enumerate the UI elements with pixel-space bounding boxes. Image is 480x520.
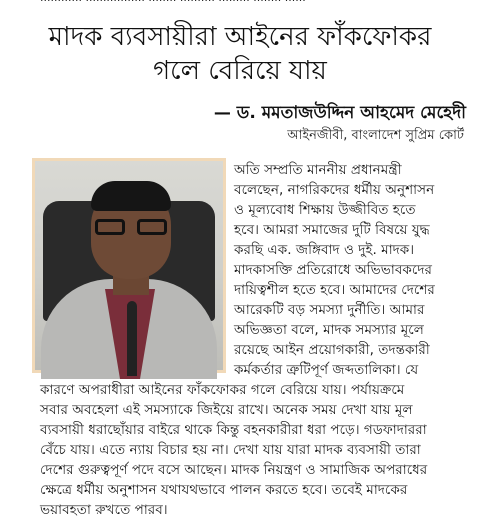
- article-line: আরেকটি বড় সমস্যা দুর্নীতি। আমার: [234, 302, 425, 318]
- article-line: ব্যবসায়ী ধরাছোঁয়ার বাইরে থাকে কিন্তু বহনকারীরা ধরা পড়ে। গডফাদাররা: [40, 422, 427, 438]
- article-line: বেঁচে যায়। এতে ন্যায় বিচার হয় না। দেখা যায় যারা মাদক ব্যবসায়ী তারা: [40, 442, 421, 458]
- article-line: ভয়াবহতা রুখতে পারব।: [40, 502, 168, 518]
- author-photo: [32, 158, 226, 373]
- article-line: দায়িত্বশীল হতে হবে। আমাদের দেশের: [234, 282, 435, 298]
- article-line: ক্ষেত্রে ধর্মীয় অনুশাসন যথাযথভাবে পালন করতে হবে। তবেই মাদকের: [40, 482, 408, 498]
- cropped-previous-line: [40, 0, 470, 4]
- article-line: মাদকাসক্তি প্রতিরোধে অভিভাবকদের: [234, 262, 433, 278]
- article-text-full: [40, 380, 468, 520]
- article-line: কারণে অপরাধীরা আইনের ফাঁকফোকর গলে বেরিয়ে যায়। পর্যায়ক্রমে: [40, 382, 405, 398]
- headline-line-2: গলে বেরিয়ে যায়: [153, 56, 327, 86]
- article-line: রয়েছে আইন প্রয়োগকারী, তদন্তকারী: [234, 342, 430, 358]
- article-line: হবে। আমরা সমাজের দুটি বিষয়ে যুদ্ধ: [234, 222, 430, 238]
- microphone-icon: [127, 301, 137, 376]
- article-right-column: [234, 160, 470, 380]
- article-line: করছি এক. জঙ্গিবাদ ও দুই. মাদক।: [234, 242, 415, 258]
- headline-line-1: মাদক ব্যবসায়ীরা আইনের ফাঁকফোকর: [48, 22, 432, 52]
- article-line: সবার অবহেলা এই সমস্যাকে জিইয়ে রাখে। অনেক সময় দেখা যায় মূল: [40, 402, 413, 418]
- article-line: ও মূল্যবোধ শিক্ষায় উজ্জীবিত হতে: [234, 202, 416, 218]
- author-designation: আইনজীবী, বাংলাদেশ সুপ্রিম কোর্ট: [287, 128, 464, 143]
- article-line: বলেছেন, নাগরিকদের ধর্মীয় অনুশাসন: [234, 182, 435, 198]
- photo-glasses-shape: [95, 219, 167, 237]
- headline: [20, 20, 460, 88]
- article-full-width: [40, 380, 468, 520]
- article-line: অতি সম্প্রতি মাননীয় প্রধানমন্ত্রী: [234, 162, 402, 178]
- article-text-right: [234, 160, 470, 380]
- article-line: অভিজ্ঞতা বলে, মাদক সমস্যার মূলে: [234, 322, 424, 338]
- article-line: কর্মকর্তার ত্রুটিপূর্ণ জব্দতালিকা। যে: [234, 362, 419, 378]
- article-line: দেশের গুরুত্বপূর্ণ পদে বসে আছেন। মাদক নিয়ন্ত্রণ ও সামাজিক অপরাধের: [40, 462, 428, 478]
- photo-hair-shape: [91, 181, 171, 211]
- author-name: — ড. মমতাজউদ্দিন আহমেদ মেহেদী: [213, 103, 466, 123]
